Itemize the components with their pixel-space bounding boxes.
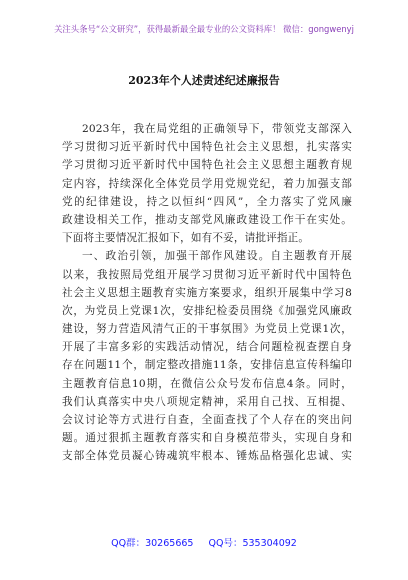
header-banner: 关注头条号“公文研究”，获得最新最全最专业的公文资料库！ 微信：gongwenyj xyxy=(54,24,354,34)
body-line: 我们认真落实中央八项规定精神，采用自己找、互相提、 xyxy=(62,395,352,408)
document-title: 2023年个人述责述纪述廉报告 xyxy=(128,74,280,87)
qq-number-text: QQ号：535304092 xyxy=(208,538,297,549)
body-line: 以来，我按照局党组开展学习贯彻习近平新时代中国特色 xyxy=(62,268,352,281)
body-line: 会议讨论等方式进行自查，全面查找了个人存在的突出问 xyxy=(62,414,352,426)
body-line: 社会主义思想主题教育实施方案要求，组织开展集中学习8 xyxy=(62,286,352,299)
body-line: 题。通过狠抓主题教育落实和自身模范带头，实现自身和 xyxy=(62,432,352,445)
body-line: 建设，努力营造风清气正的干事氛围》为党员上党课1次， xyxy=(62,323,352,336)
footer-contact xyxy=(0,535,408,549)
body-line: 2023年，我在局党组的正确领导下，带领党支部深入 xyxy=(82,123,352,135)
qq-group-text: QQ群：30265665 xyxy=(111,538,194,549)
body-line: 政建设相关工作，推动支部党风廉政建设工作干在实处。 xyxy=(62,213,352,226)
body-line: 学习贯彻习近平新时代中国特色社会主义思想主题教育规 xyxy=(62,159,352,172)
body-line: 党的纪律建设，持之以恒纠“四风”，全力落实了党风廉 xyxy=(62,195,352,208)
body-line: 下面将主要情况汇报如下，如有不妥，请批评指正。 xyxy=(62,232,310,245)
body-line: 开展了丰富多彩的实践活动情况，结合问题检视查摆自身 xyxy=(62,341,352,354)
body-line: 定内容，持续深化全体党员学用党规党纪，着力加强支部 xyxy=(62,177,352,190)
body-line: 存在问题11个，制定整改措施11条，安排信息宣传科编印 xyxy=(62,359,352,372)
document-body xyxy=(62,120,352,530)
body-line: 学习贯彻习近平新时代中国特色社会主义思想，扎实落实 xyxy=(62,141,352,154)
body-line: 次，为党员上党课1次，安排纪检委员围绕《加强党风廉政 xyxy=(62,304,352,317)
body-line: 主题教育信息10期，在微信公众号发布信息4条。同时， xyxy=(62,377,352,390)
body-line: 支部全体党员凝心铸魂筑牢根本、锤炼品格强化忠诚、实 xyxy=(62,450,352,463)
body-line: 一、政治引领，加强干部作风建设。自主题教育开展 xyxy=(82,250,352,263)
